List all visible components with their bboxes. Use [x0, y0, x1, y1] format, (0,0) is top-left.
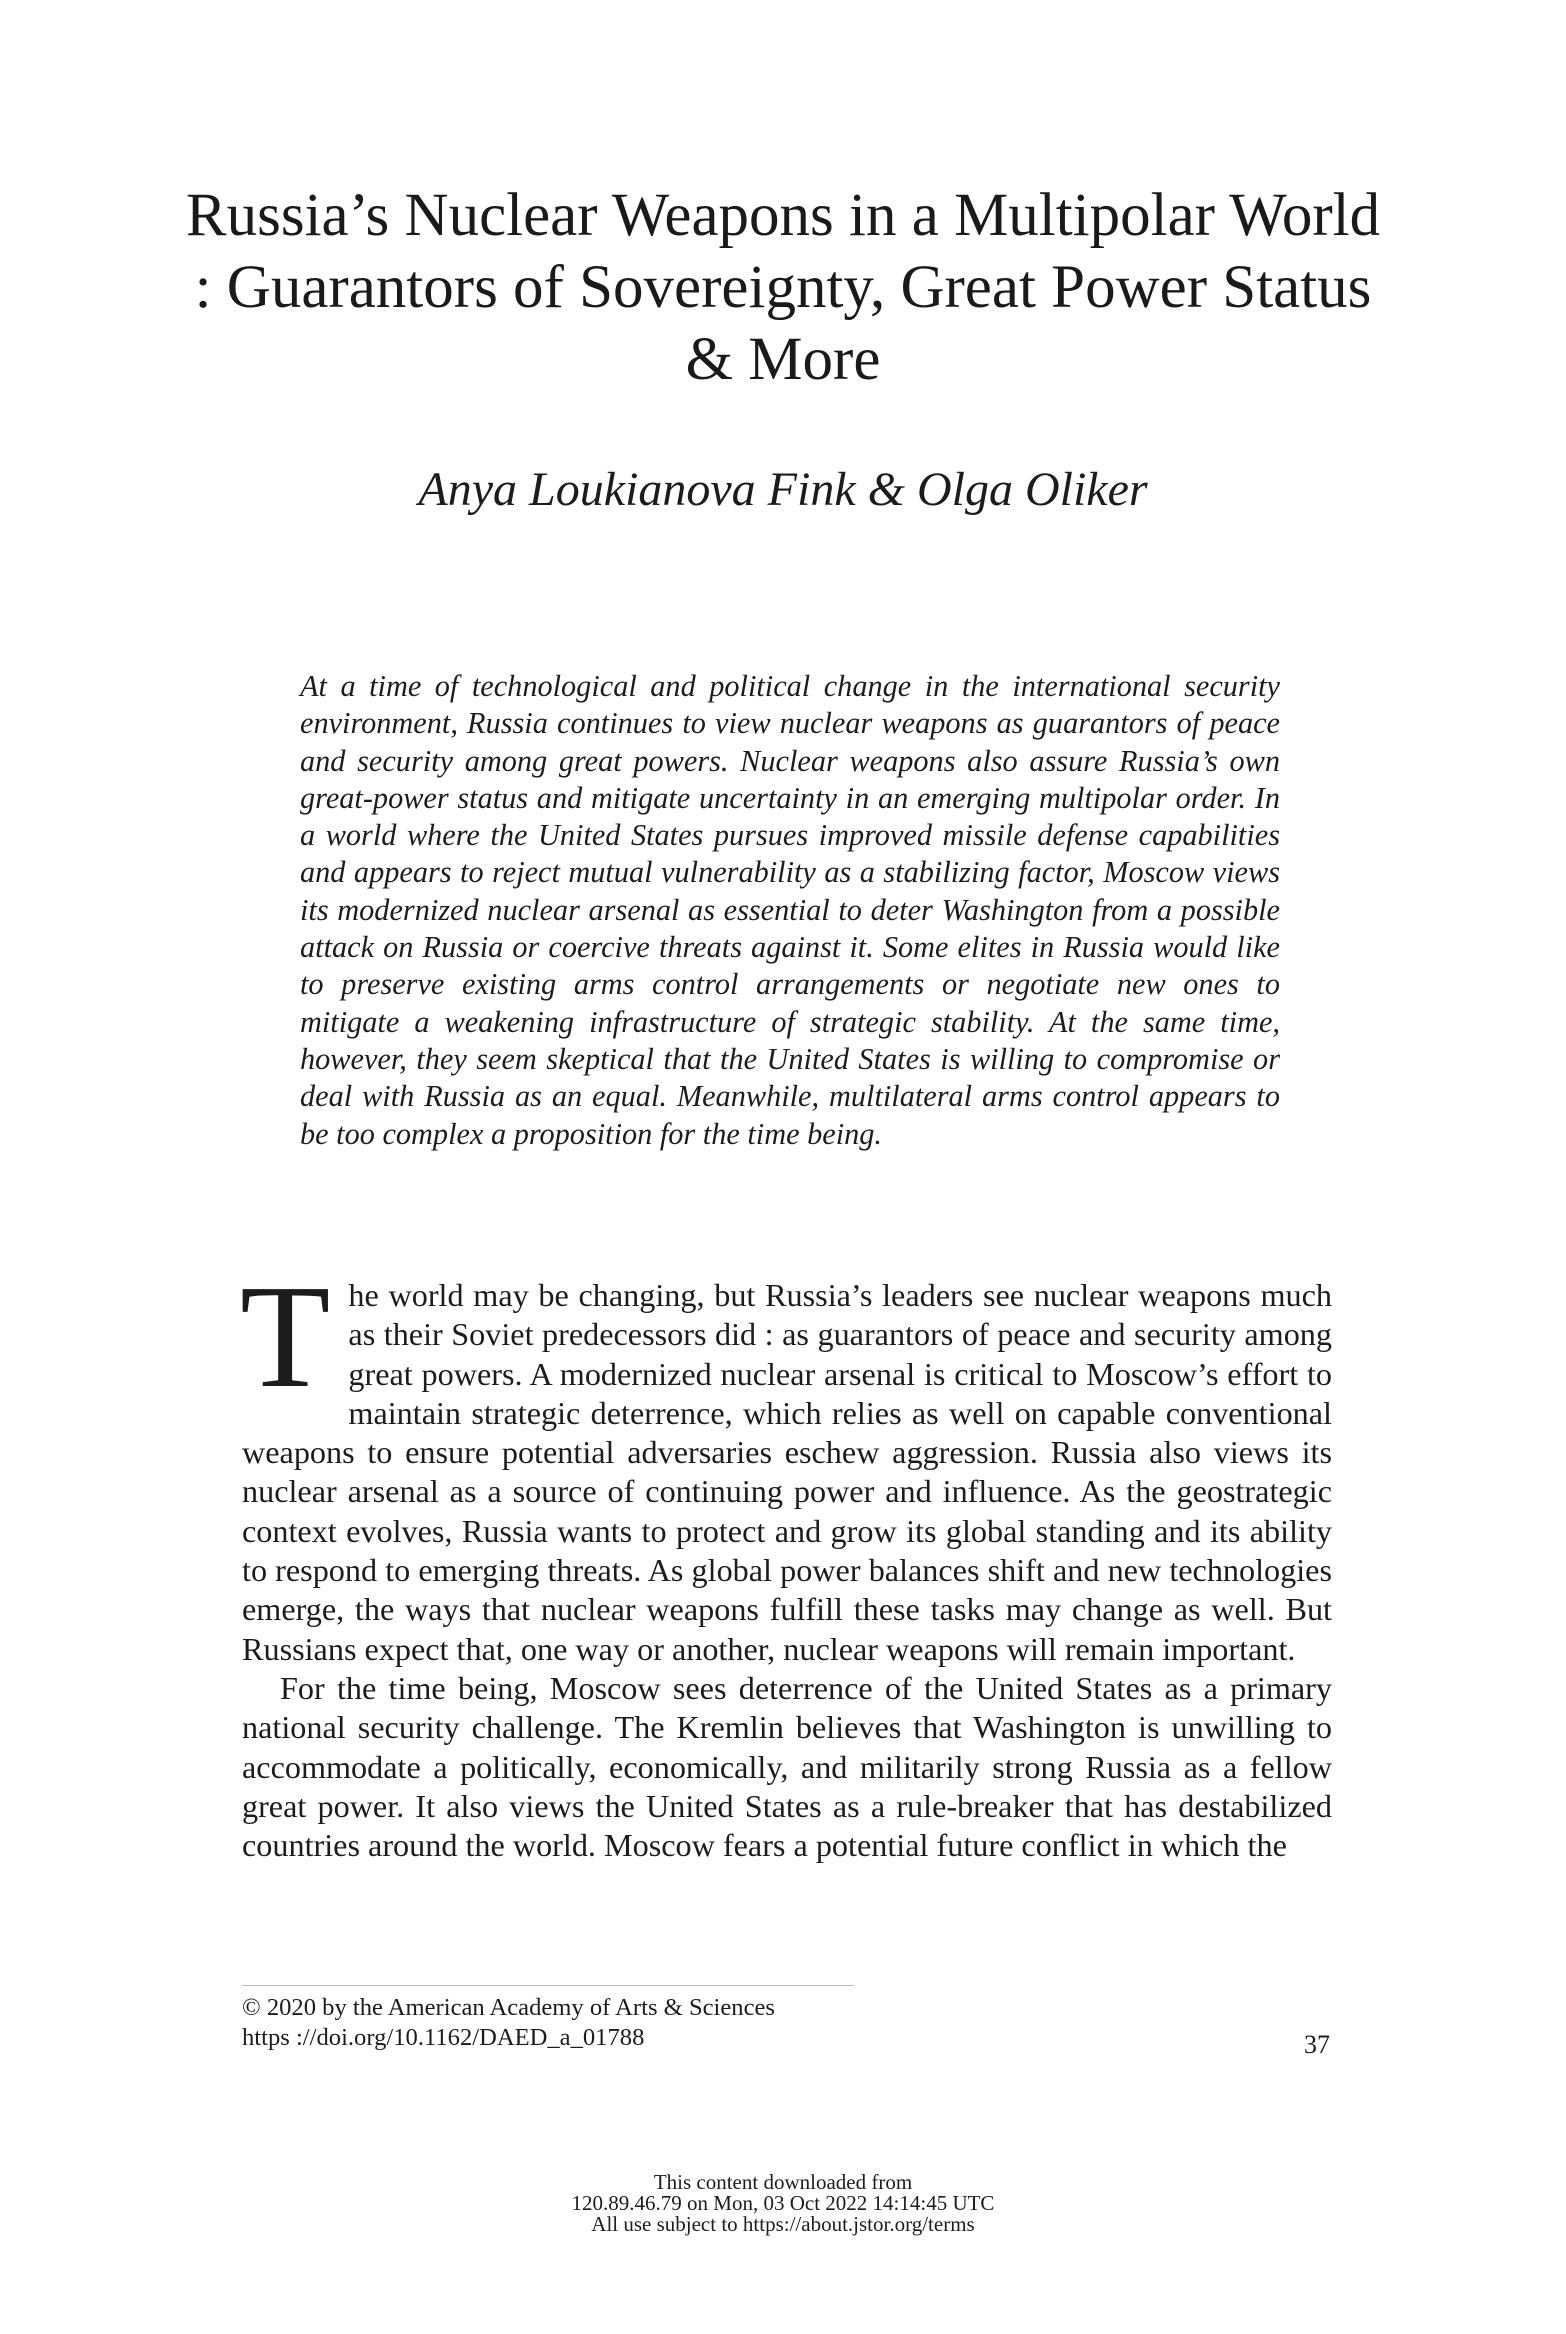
copyright-line: © 2020 by the American Academy of Arts & Sciences — [242, 1994, 775, 2021]
article-body — [240, 1255, 1332, 1865]
article-authors: Anya Loukianova Fink & Olga Oliker — [418, 463, 1148, 516]
body-paragraph-1-text: he world may be changing, but Russia’s leaders see nuclear weapons much as their Soviet predecessors did : as guarantors of peace and security among great powers. A modernized nuclear arsenal is critical to Moscow’s effort to maintain strategic deterrence, which relies as well on capable conventional weapons to ensure potential adversaries eschew aggression. Russia also views its nuclear arsenal as a source of continuing power and influence. As the geostrategic context evolves, Russia wants to protect and grow its global standing and its ability to respond to emerging threats. As global power balances shift and new technologies emerge, the ways that nuclear weapons fulfill these tasks may change as well. But Russians expect that, one way or another, nuclear weapons will remain important. — [242, 1277, 1332, 1667]
doi-link[interactable]: https ://doi.org/10.1162/DAED_a_01788 — [242, 2024, 645, 2051]
download-notice — [383, 2172, 1183, 2235]
download-notice-line-2: 120.89.46.79 on Mon, 03 Oct 2022 14:14:45 UTC — [571, 2191, 995, 2215]
footnote — [242, 1993, 942, 2053]
drop-cap: T — [240, 1255, 331, 1419]
download-notice-line-1: This content downloaded from — [653, 2170, 913, 2194]
footnote-divider — [242, 1985, 854, 1986]
article-abstract: At a time of technological and political change in the international security environment, Russia continues to view nuclear weapons as guarantors of peace and security among great powers. Nuclear weapons also assure Russia’s own great-power status and mitigate uncertainty in an emerging multipolar order. In a world where the United States pursues improved missile defense capabilities and appears to reject mutual vulnerability as a stabilizing factor, Moscow views its modernized nuclear arsenal as essential to deter Washington from a possible attack on Russia or coercive threats against it. Some elites in Russia would like to preserve existing arms control arrangements or negotiate new ones to mitigate a weakening infrastructure of strategic stability. At the same time, however, they seem skeptical that the United States is willing to compromise or deal with Russia as an equal. Meanwhile, multilateral arms control appears to be too complex a proposition for the time being. — [300, 669, 1280, 1151]
article-title: Russia’s Nuclear Weapons in a Multipolar World : Guarantors of Sovereignty, Great Power Status & More — [185, 182, 1381, 393]
page-number: 37 — [1304, 2030, 1330, 2059]
download-notice-line-3: All use subject to https://about.jstor.org/terms — [591, 2212, 975, 2236]
body-paragraph-1 — [240, 1255, 1332, 1669]
body-paragraph-2: For the time being, Moscow sees deterrence of the United States as a primary national security challenge. The Kremlin believes that Washington is unwilling to accommodate a politically, economically, and militarily strong Russia as a fellow great power. It also views the United States as a rule-breaker that has destabilized countries around the world. Moscow fears a potential future conflict in which the — [242, 1669, 1332, 1864]
